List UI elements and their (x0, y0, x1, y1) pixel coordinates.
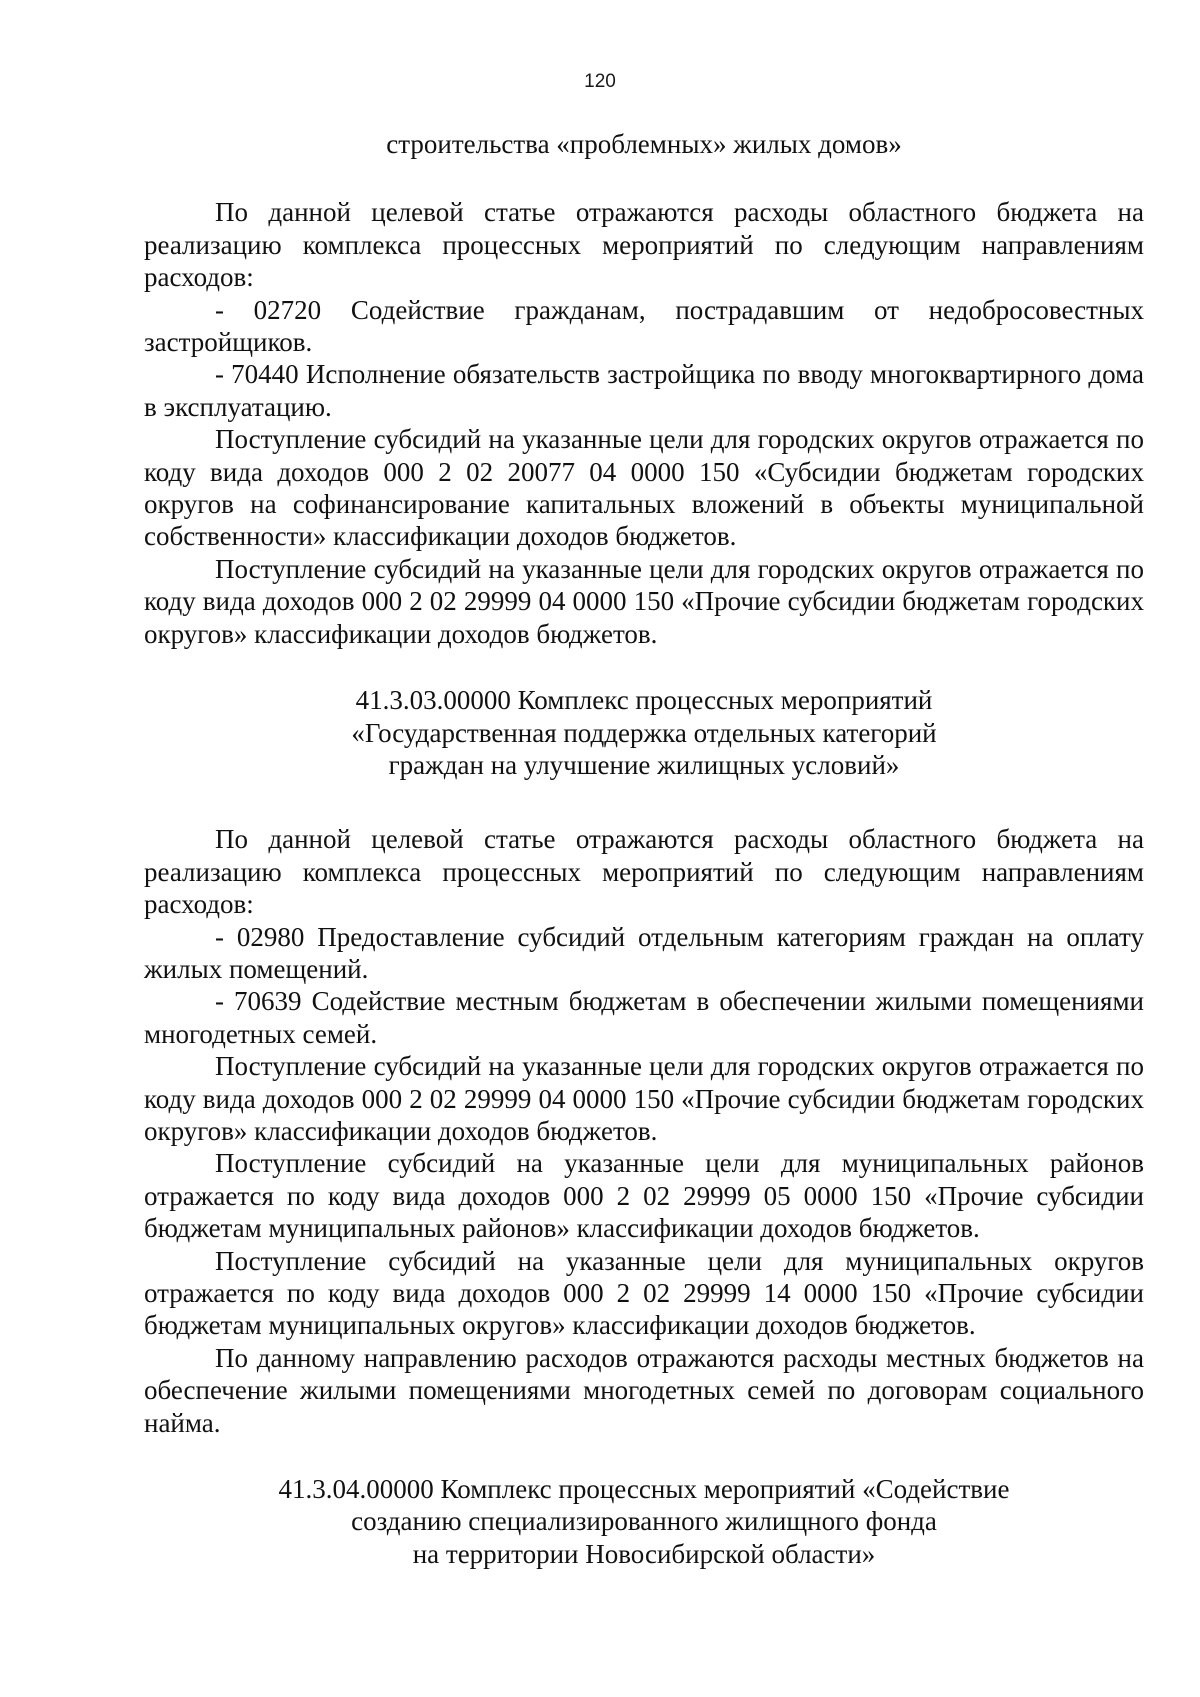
section-heading (144, 1473, 1144, 1570)
heading-line: 41.3.04.00000 Комплекс процессных мероприятий «Содействие (278, 1474, 1010, 1505)
paragraph: - 02980 Предоставление субсидий отдельным категориям граждан на оплату жилых помещений. (144, 921, 1144, 984)
paragraph: - 70440 Исполнение обязательств застройщика по вводу многоквартирного дома в эксплуатацию. (144, 359, 1144, 422)
heading-line: созданию специализированного жилищного фонда (351, 1506, 937, 1537)
section-heading (144, 684, 1144, 781)
heading-line: 41.3.03.00000 Комплекс процессных мероприятий (355, 685, 933, 716)
paragraph: Поступление субсидий на указанные цели для муниципальных округов отражается по коду вида доходов 000 2 02 29999 14 0000 150 «Прочие субсидии бюджетам муниципальных округов» классификации доходов бюджетов. (144, 1245, 1144, 1341)
heading-line: «Государственная поддержка отдельных категорий (351, 717, 937, 748)
document-body (144, 128, 1144, 1570)
paragraph: Поступление субсидий на указанные цели для городских округов отражается по коду вида доходов 000 2 02 20077 04 0000 150 «Субсидии бюджетам городских округов на софинансирование капитальных вложений в объекты муниципальной собственности» классификации доходов бюджетов. (144, 424, 1144, 552)
paragraph: - 70639 Содействие местным бюджетам в обеспечении жилыми помещениями многодетных семей. (144, 986, 1144, 1049)
paragraph: По данному направлению расходов отражаются расходы местных бюджетов на обеспечение жилыми помещениями многодетных семей по договорам социального найма. (144, 1342, 1144, 1438)
page-number: 120 (584, 71, 616, 92)
heading-line: строительства «проблемных» жилых домов» (386, 129, 902, 159)
section-heading (144, 128, 1144, 160)
heading-line: на территории Новосибирской области» (412, 1538, 876, 1569)
paragraph: - 02720 Содействие гражданам, пострадавшим от недобросовестных застройщиков. (144, 294, 1144, 358)
paragraph: Поступление субсидий на указанные цели для городских округов отражается по коду вида доходов 000 2 02 29999 04 0000 150 «Прочие субсидии бюджетам городских округов» классификации доходов бюджетов. (144, 1051, 1144, 1146)
paragraph: По данной целевой статье отражаются расходы областного бюджета на реализацию комплекса процессных мероприятий по следующим направлениям расходов: (144, 197, 1144, 293)
heading-line: граждан на улучшение жилищных условий» (388, 749, 900, 780)
paragraph: По данной целевой статье отражаются расходы областного бюджета на реализацию комплекса процессных мероприятий по следующим направлениям расходов: (144, 824, 1144, 920)
paragraph: Поступление субсидий на указанные цели для городских округов отражается по коду вида доходов 000 2 02 29999 04 0000 150 «Прочие субсидии бюджетам городских округов» классификации доходов бюджетов. (144, 553, 1144, 649)
paragraph: Поступление субсидий на указанные цели для муниципальных районов отражается по коду вида доходов 000 2 02 29999 05 0000 150 «Прочие субсидии бюджетам муниципальных районов» классификации доходов бюджетов. (144, 1148, 1144, 1244)
